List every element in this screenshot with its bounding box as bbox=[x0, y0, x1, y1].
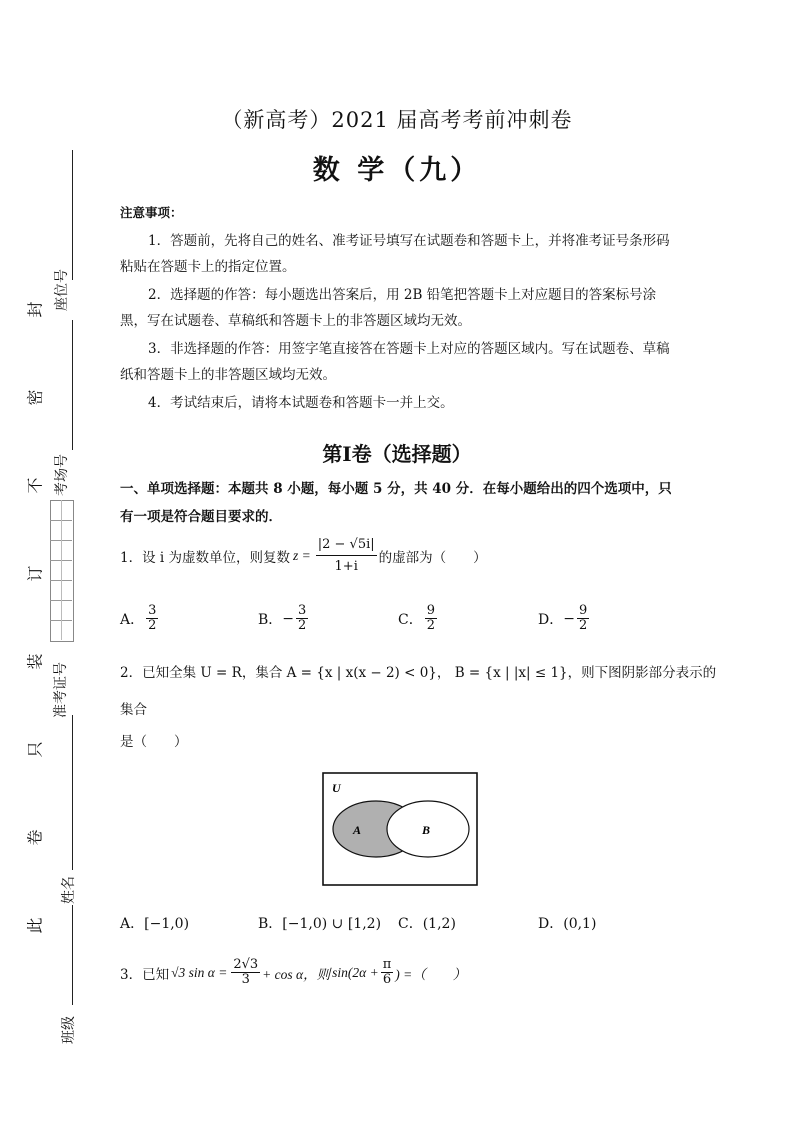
q3-fraction: $\frac{2√3}{3}$ bbox=[233, 957, 259, 987]
q1-denominator: 1+i bbox=[334, 559, 358, 574]
q1-z: z = bbox=[293, 548, 311, 563]
q1-fraction bbox=[316, 538, 377, 574]
q2-option-b[interactable]: B．[−1,0) ∪ [1,2) bbox=[258, 916, 382, 932]
q2-line3: 是（ ） bbox=[120, 734, 188, 750]
q1-d-frac: $\frac{9}{2}$ bbox=[578, 603, 588, 633]
margin-line-2 bbox=[72, 320, 73, 450]
field-label-room: 考场号 bbox=[54, 454, 70, 496]
margin-line-4 bbox=[72, 905, 73, 1005]
q3-expr2: + cos α，则 bbox=[262, 966, 331, 982]
q3-expr1: √3 sin α = bbox=[171, 964, 228, 980]
notice-heading: 注意事项： bbox=[120, 205, 183, 220]
venn-label-a: A bbox=[353, 823, 362, 837]
venn-label-b: B bbox=[422, 823, 431, 837]
venn-label-u: U bbox=[332, 781, 341, 795]
field-label-seat: 座位号 bbox=[54, 269, 70, 311]
q1-prefix: 1．设 i 为虚数单位，则复数 bbox=[120, 550, 290, 566]
q1-option-a[interactable]: A． $\frac{3}{2}$ bbox=[120, 603, 157, 633]
q3-expr4: ) =（ ） bbox=[395, 966, 467, 982]
seal-char-3: 不 bbox=[25, 477, 45, 494]
seal-char-4: 订 bbox=[25, 565, 45, 582]
seal-char-2: 密 bbox=[25, 389, 45, 406]
notice-item-2: 2．选择题的作答：每小题选出答案后，用 2B 铅笔把答题卡上对应题目的答案标号涂黑，写在试题卷、草稿纸和答题卡上的非答题区域均无效。 bbox=[120, 287, 657, 329]
exam-title: （新高考）2021 届高考考前冲刺卷 bbox=[221, 108, 573, 132]
field-label-name: 姓名 bbox=[61, 876, 77, 904]
field-label-class: 班级 bbox=[61, 1016, 77, 1044]
notice-item-4: 4．考试结束后，请将本试题卷和答题卡一并上交。 bbox=[148, 395, 454, 411]
question-1 bbox=[120, 538, 487, 574]
notice-item-3: 3．非选择题的作答：用签字笔直接答在答题卡上对应的答题区域内。写在试题卷、草稿纸和答题卡上的非答题区域均无效。 bbox=[120, 341, 670, 383]
notice-item-1: 1．答题前，先将自己的姓名、准考证号填写在试题卷和答题卡上，并将准考证号条形码粘贴在答题卡上的指定位置。 bbox=[120, 233, 670, 275]
q2-option-c[interactable]: C．(1,2) bbox=[398, 916, 456, 932]
seal-char-1: 封 bbox=[25, 301, 45, 318]
q1-a-frac: $\frac{3}{2}$ bbox=[148, 603, 157, 633]
subject-title: 数 学（九） bbox=[312, 155, 482, 186]
q3-expr3: sin(2α + bbox=[332, 964, 379, 980]
section-title: 第Ⅰ卷（选择题） bbox=[322, 442, 472, 466]
q1-option-c[interactable]: C． $\frac{9}{2}$ bbox=[398, 603, 435, 633]
field-label-ticket: 准考证号 bbox=[53, 662, 69, 718]
q1-option-d[interactable]: D． − $\frac{9}{2}$ bbox=[538, 603, 588, 633]
q2-option-a[interactable]: A．[−1,0) bbox=[120, 916, 190, 932]
seal-char-7: 卷 bbox=[25, 829, 45, 846]
q1-c-frac: $\frac{9}{2}$ bbox=[426, 603, 435, 633]
q2-line1: 2．已知全集 U = R，集合 A = {x | x(x − 2) < 0}， B = {x | |x| ≤ 1}，则下图阴影部分表示的 bbox=[120, 665, 717, 681]
q3-pi-fraction: $\frac{\pi}{6}$ bbox=[382, 957, 392, 987]
q2-option-d[interactable]: D．(0,1) bbox=[538, 916, 597, 932]
part-heading: 一、单项选择题：本题共 8 小题，每小题 5 分，共 40 分．在每小题给出的四个选项中，只有一项是符合题目要求的． bbox=[120, 481, 672, 525]
q2-line2: 集合 bbox=[120, 702, 147, 718]
margin-line-3 bbox=[72, 715, 73, 870]
q3-prefix: 3．已知 bbox=[120, 966, 170, 983]
q1-b-frac: $\frac{3}{2}$ bbox=[298, 603, 307, 633]
q1-numerator: |2 − √5i| bbox=[316, 538, 377, 556]
question-3 bbox=[120, 958, 466, 987]
seal-char-6: 只 bbox=[25, 741, 45, 758]
q1-suffix: 的虚部为（ ） bbox=[378, 550, 487, 566]
q1-option-b[interactable]: B． − $\frac{3}{2}$ bbox=[258, 603, 307, 633]
seal-char-5: 装 bbox=[25, 653, 45, 670]
seal-char-8: 此 bbox=[25, 917, 45, 934]
venn-diagram bbox=[322, 772, 478, 886]
